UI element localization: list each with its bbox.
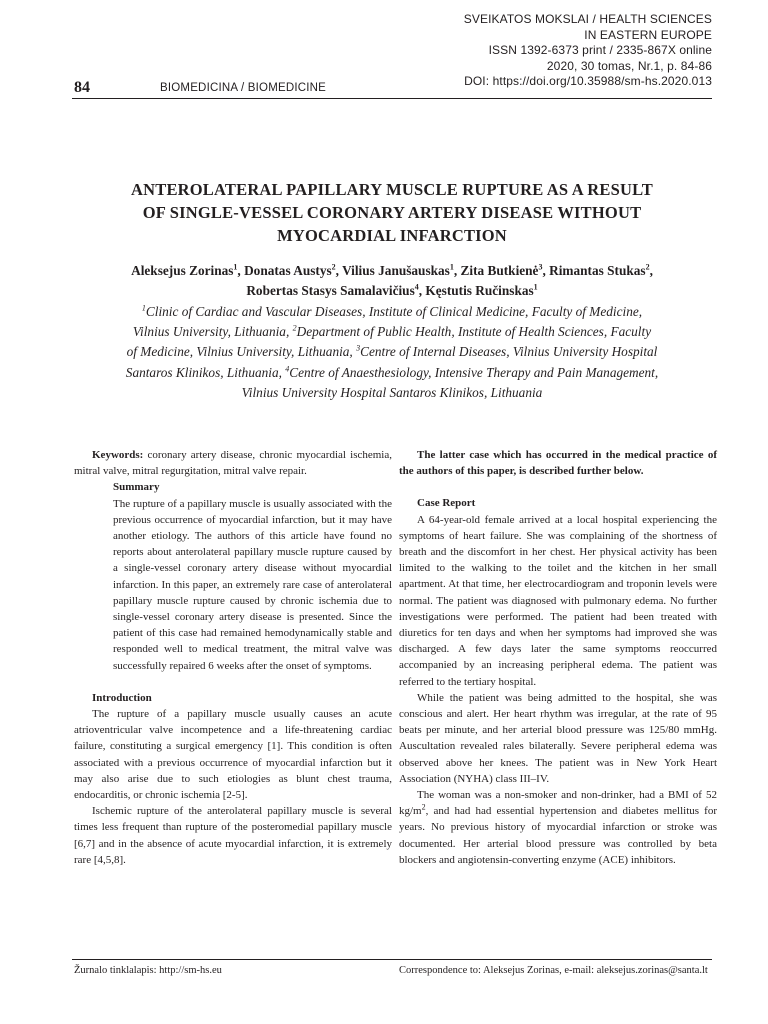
title-line-3: MYOCARDIAL INFARCTION [277, 226, 507, 245]
case-p3-part-b: , and had had essential hypertension and diabetes mellitus for years. No previous history of myocardial infarction or stroke was documented. Her arterial blood pressure was controlled by beta blockers and angiotensin-converting enzyme (ACE) inhibitors. [399, 805, 717, 866]
summary-heading: Summary [113, 481, 160, 494]
title-line-2: OF SINGLE-VESSEL CORONARY ARTERY DISEASE WITHOUT [142, 203, 642, 222]
case-p3-part-a: The woman was a non-smoker and non-drinker, had a BMI of 52 kg/m [399, 789, 717, 818]
footer-correspondence[interactable]: Correspondence to: Aleksejus Zorinas, e-mail: aleksejus.zorinas@santa.lt [399, 965, 708, 976]
author-name: Donatas Austys [244, 263, 332, 278]
author-affil-sup: 1 [449, 262, 454, 272]
authors-line-2: Robertas Stasys Samalavičius$^4$, Kęstutis Ručinskas$^1$ [246, 282, 538, 298]
author-name: Rimantas Stukas [549, 263, 646, 278]
affil-text: Santaros Klinikos, Lithuania, [125, 364, 286, 380]
page-number: 84 [74, 79, 90, 96]
keywords [74, 447, 392, 479]
author-affil-sup: 3 [538, 262, 543, 272]
author-affil-sup: 4 [414, 282, 419, 292]
affil-text: Clinic of Cardiac and Vascular Diseases, Institute of Clinical Medicine, Faculty of Medicine, [145, 304, 643, 319]
author-name: Aleksejus Zorinas [131, 263, 234, 278]
spacer [399, 479, 717, 495]
journal-header [464, 12, 712, 90]
footer-divider [72, 959, 712, 960]
lead-paragraph: The latter case which has occurred in the medical practice of the authors of this paper, is described further below. [399, 449, 717, 478]
title-line-1: ANTEROLATERAL PAPILLARY MUSCLE RUPTURE AS A RESULT [131, 180, 653, 199]
affil-line-4 [70, 363, 714, 383]
case-paragraph-3 [399, 787, 717, 868]
affil-line-5: Vilnius University Hospital Santaros Klinikos, Lithuania [241, 384, 543, 400]
footer-website[interactable]: Žurnalo tinklalapis: http://sm-hs.eu [74, 965, 222, 976]
journal-name-line2: IN EASTERN EUROPE [584, 27, 712, 42]
author-name: Zita Butkienė [460, 263, 539, 278]
article-title [70, 178, 714, 247]
introduction-heading: Introduction [92, 691, 152, 704]
affil-sup: 3 [356, 343, 361, 353]
header-divider [72, 98, 712, 99]
affil-text: of Medicine, Vilnius University, Lithuania, [126, 344, 357, 360]
case-p3-sup: 2 [421, 802, 426, 812]
affil-sup: 2 [292, 323, 297, 333]
keywords-text: coronary artery disease, chronic myocardial ischemia, mitral valve, mitral regurgitation, mitral valve repair. [74, 449, 392, 478]
author-affil-sup: 1 [233, 262, 238, 272]
spacer [74, 674, 392, 690]
journal-volume: 2020, 30 tomas, Nr.1, p. 84-86 [546, 58, 712, 73]
section-label: BIOMEDICINA / BIOMEDICINE [160, 82, 327, 94]
author-name: Vilius Janušauskas [342, 263, 450, 278]
affil-text: Centre of Internal Diseases, Vilnius University Hospital [360, 344, 658, 360]
author-affil-sup: 2 [645, 262, 650, 272]
intro-paragraph-1: The rupture of a papillary muscle usually causes an acute atrioventricular valve incompetence and a life-threatening cardiac failure, constituting a surgical emergency [1]. This condition is often associated with a previous occurrence of myocardial infarction but it may also arise due to such etiologies as blunt chest trauma, endocarditis, or chronic ischemia [2-5]. [74, 708, 392, 802]
affil-text: Department of Public Health, Institute of Health Sciences, Faculty [296, 324, 652, 340]
case-paragraph-1: A 64-year-old female arrived at a local hospital experiencing the symptoms of heart failure. She was complaining of the shortness of breath and the discomfort in her chest. Her physical activity has been limited to the walking to the toilet and the kitchen in her small apartment. At that time, her electrocardiogram and troponin levels were normal. The patient was diagnosed with pulmonary edema. No further investigations were performed. The patient had been treated with diuretics for ten days and when her symptoms had improved she was discharged. A few days later the same symptoms reoccurred accompanied by an increasing peripheral edema. The patient was referred to the tertiary hospital. [399, 513, 717, 688]
journal-name-line1: SVEIKATOS MOKSLAI / HEALTH SCIENCES [463, 12, 712, 26]
affil-sup: 4 [285, 364, 290, 374]
affil-text: Vilnius University, Lithuania, [132, 324, 293, 340]
left-column [74, 447, 392, 868]
affil-line-2 [70, 322, 714, 342]
affil-text: Centre of Anaesthesiology, Intensive Therapy and Pain Management, [289, 364, 659, 380]
journal-doi[interactable]: DOI: https://doi.org/10.35988/sm-hs.2020.013 [464, 74, 712, 88]
affiliations [70, 302, 714, 403]
intro-paragraph-2: Ischemic rupture of the anterolateral papillary muscle is several times less frequent than rupture of the posteromedial papillary muscle [6,7] and in the absence of acute myocardial infarction, it is extremely rare [4,5,8]. [74, 805, 392, 866]
author-affil-sup: 1 [533, 282, 538, 292]
right-column [399, 447, 717, 868]
summary-block [74, 496, 392, 674]
affil-sup: 1 [141, 303, 146, 313]
case-report-heading: Case Report [417, 497, 476, 510]
keywords-label: Keywords: [92, 449, 144, 461]
author-list [70, 261, 714, 301]
case-paragraph-2: While the patient was being admitted to the hospital, she was conscious and alert. Her heart rhythm was irregular, at the rate of 95 beats per minute, and her arterial blood pressure was 125/80 mmHg. Auscultation revealed rales bilaterally. Severe peripheral edema was observed above her knees. The patient was in New York Heart Association (NYHA) class III–IV. [399, 691, 717, 785]
affil-line-1 [70, 302, 714, 322]
author-name: Robertas Stasys Samalavičius [246, 283, 415, 298]
author-name: Kęstutis Ručinskas [425, 283, 534, 298]
affil-line-3 [70, 342, 714, 362]
summary-text: The rupture of a papillary muscle is usually associated with the previous occurrence of myocardial infarction, but it may have another etiology. The authors of this article have found no reports about anterolateral papillary muscle rupture caused by a single-vessel coronary artery disease without myocardial infarction. In this paper, an extremely rare case of anterolateral papillary muscle rupture caused by chronic ischemia due to single-vessel coronary artery disease is presented. Since the patient of this case had remained hemodynamically stable and responded well to medical treatment, the mitral valve was successfully repaired 6 weeks after the onset of symptoms. [113, 497, 392, 672]
authors-line-1: Aleksejus Zorinas$^1$, Donatas Austys$^2$, Vilius Janušauskas$^1$, Zita Butkienė$^3$, Rimantas Stukas$^2$, [131, 262, 653, 278]
author-affil-sup: 2 [331, 262, 336, 272]
journal-issn: ISSN 1392-6373 print / 2335-867X online [488, 43, 712, 57]
